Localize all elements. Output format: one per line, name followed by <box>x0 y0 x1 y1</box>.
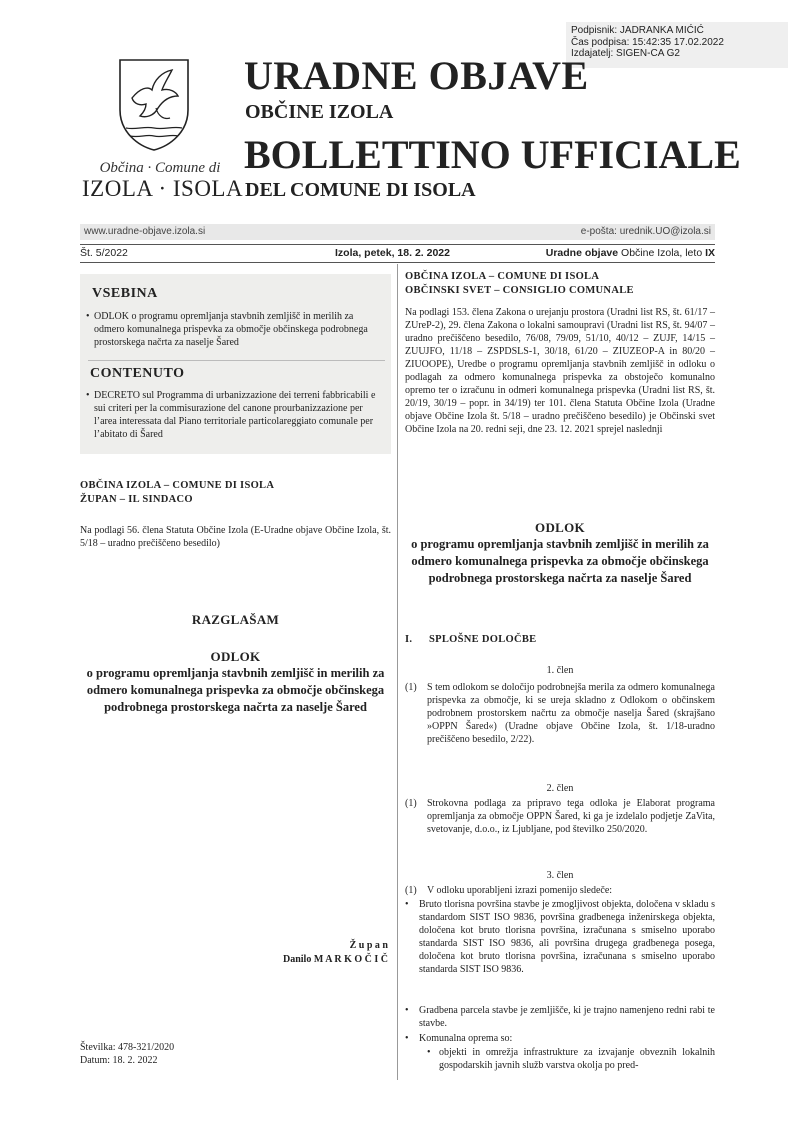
chapter-heading <box>405 633 715 647</box>
table-of-contents: VSEBINA • ODLOK o programu opremljanja stavbnih zemljišč in merilih za odmero komunalnega prispevka za območje občinskega podrobnega prostorskega načrta za naselje Šared CONTENUTO • DECRETO sul Programma di urbanizzazione dei terreni fabbricabili e sui criteri per la commisurazione del canone prourbanizzazione per l’area interessata dal Piano territoriale particolareggiato comunale per l’abitato di Šared <box>80 274 391 454</box>
mayor-signature <box>200 954 388 965</box>
article-3-text: V odloku uporabljeni izrazi pomenijo sledeče: <box>427 885 613 896</box>
email-link[interactable]: e-pošta: urednik.UO@izola.si <box>580 226 711 237</box>
article-1-paragraph-number: (1) <box>405 682 417 693</box>
municipality-name-line2: IZOLA · ISOLA <box>82 176 244 201</box>
issue-info-bar <box>80 245 715 261</box>
website-link[interactable]: www.uradne-objave.izola.si <box>84 226 206 237</box>
mayor-title: Ž u p a n <box>349 940 388 951</box>
header-divider-bottom <box>80 262 715 263</box>
contact-bar <box>80 224 715 240</box>
right-authority-line2: OBČINSKI SVET – CONSIGLIO COMUNALE <box>405 284 634 296</box>
article-3-paragraph-number: (1) <box>405 885 417 896</box>
left-authority-line1: OBČINA IZOLA – COMUNE DI ISOLA <box>80 480 275 491</box>
title-sl: URADNE OBJAVE <box>244 53 589 98</box>
article-2-paragraph-number: (1) <box>405 798 417 809</box>
toc-heading-it: CONTENUTO <box>90 366 185 381</box>
mayor-last-name: M A R K O Č I Č <box>313 954 388 965</box>
signature-issuer: Izdajatelj: SIGEN-CA G2 <box>571 48 680 59</box>
left-authority <box>80 479 391 506</box>
signature-signer: Podpisnik: JADRANKA MIĆIĆ <box>571 25 704 36</box>
proclamation-heading: RAZGLAŠAM <box>191 612 280 627</box>
article-1-text: S tem odlokom se določijo podrobnejša merila za odmero komunalnega prispevka za območje, ki se ureja skladno z Odlokom o občinskem podrobnem prostorskem načrtu za območje naselja Šared (skrajšano »OPPN Šared«) (Uradne objave Občine Izola, št. 1/18-uradno prečiščeno besedilo, 2/22). <box>427 682 715 745</box>
definition-bullet-1: Bruto tlorisna površina stavbe je zmogljivost objekta, določena v skladu s standardom SIST ISO 9836, površina gradbenega inženirskega objekta, določena kot bruto tlorisna površina, izračunana s smiselno uporabo standarda SIST ISO 9836, ali površina drugega gradbenega posega, določena kot bruto tlorisna površina, izračunana s smiselno uporabo standarda SIST ISO 9836. <box>419 899 715 975</box>
article-2-title: 2. člen <box>546 783 574 794</box>
issue-number: Št. 5/2022 <box>80 247 128 259</box>
mayor-first-name: Danilo <box>282 954 312 965</box>
reference-number: Številka: 478-321/2020 <box>80 1042 175 1053</box>
left-authority-line2: ŽUPAN – IL SINDACO <box>80 493 193 505</box>
reference-block <box>80 1041 174 1067</box>
left-decree-heading: ODLOK <box>210 649 261 664</box>
toc-item-it[interactable]: DECRETO sul Programma di urbanizzazione dei terreni fabbricabili e sui criteri per la commisurazione del canone prourbanizzazione per l’area interessata dal Piano territoriale particolareggiato comunale per l’abitato di Šared <box>94 390 376 440</box>
right-authority <box>405 270 715 297</box>
toc-heading-sl: VSEBINA <box>92 286 158 301</box>
chapter-number: I. <box>405 634 413 645</box>
issue-date: Izola, petek, 18. 2. 2022 <box>335 247 450 259</box>
reference-date: Datum: 18. 2. 2022 <box>80 1055 158 1066</box>
toc-item-sl[interactable]: ODLOK o programu opremljanja stavbnih zemljišč in merilih za odmero komunalnega prispevka za območje občinskega podrobnega prostorskega načrta za naselje Šared <box>94 311 368 348</box>
municipality-name-line1: Občina · Comune di <box>99 160 221 176</box>
subtitle-sl: OBČINE IZOLA <box>245 101 394 123</box>
chapter-title: SPLOŠNE DOLOČBE <box>429 634 537 645</box>
right-decree-subtitle: o programu opremljanja stavbnih zemljišč in merilih za odmero komunalnega prispevka za območje občinskega podrobnega prostorskega načrta za naselje Šared <box>411 537 709 585</box>
title-it: BOLLETTINO UFFICIALE <box>244 132 741 177</box>
right-decree-heading: ODLOK <box>535 520 585 535</box>
digital-signature-box <box>566 22 788 68</box>
definition-bullet-3: Komunalna oprema so: <box>419 1033 513 1044</box>
right-intro: Na podlagi 153. člena Zakona o urejanju prostora (Uradni list RS, št. 61/17 – ZUreP-2), 29. člena Zakona o lokalni samoupravi (Uradni list RS, št. 94/07 – uradno prečiščeno besedilo, 76/08, 79/09, 51/10, 40/12 – ZUJF, 14/15 – ZUUJFO, 11/18 – ZSPDSLS-1, 30/18, 61/20 – ZIUZEOP-A in 80/20 – ZIUOOPE), Uredbe o programu opremljanja stavbnih zemljišč in odloku o podlagah za odmero komunalnega prispevka za obstoječo komunalno opremo ter o izračunu in odmeri komunalnega prispevka (Uradni list RS, št. 20/19, 30/19 – popr. in 34/19) ter 101. člena Statuta Občine Izola (Uradne objave Občine Izola št. 5/18 – uradno prečiščeno besedilo) je Občinski svet Občine Izola na 20. redni seji, dne 23. 12. 2021 sprejel naslednji <box>405 307 715 435</box>
definition-sub-bullet-1: objekti in omrežja infrastrukture za izvajanje obveznih lokalnih gospodarskih javnih služb varstva okolja po pred- <box>439 1047 715 1071</box>
article-1-title: 1. člen <box>546 665 574 676</box>
subtitle-it: DEL COMUNE DI ISOLA <box>245 179 476 201</box>
column-divider <box>397 264 398 1080</box>
publication-year: Uradne objave Občine Izola, leto IX <box>545 247 715 259</box>
definition-bullet-2: Gradbena parcela stavbe je zemljišče, ki je trajno namenjeno redni rabi te stavbe. <box>419 1005 715 1029</box>
left-intro: Na podlagi 56. člena Statuta Občine Izola (E-Uradne objave Občine Izola, št. 5/18 – uradno prečiščeno besedilo) <box>80 525 391 549</box>
left-decree-subtitle: o programu opremljanja stavbnih zemljišč in merilih za odmero komunalnega prispevka za območje občinskega podrobnega prostorskega načrta za naselje Šared <box>86 666 385 714</box>
signature-time: Čas podpisa: 15:42:35 17.02.2022 <box>571 36 724 48</box>
toc-separator <box>88 360 385 361</box>
article-2-text: Strokovna podlaga za pripravo tega odloka je Elaborat programa opremljanja za območje OPPN Šared, ki ga je izdelalo podjetje ZaVita, svetovanje, d.o.o., iz Ljubljane, pod številko 250/2020. <box>427 798 715 835</box>
izola-coat-of-arms-icon <box>118 58 190 152</box>
article-3-title: 3. člen <box>546 870 574 881</box>
right-authority-line1: OBČINA IZOLA – COMUNE DI ISOLA <box>405 271 600 282</box>
